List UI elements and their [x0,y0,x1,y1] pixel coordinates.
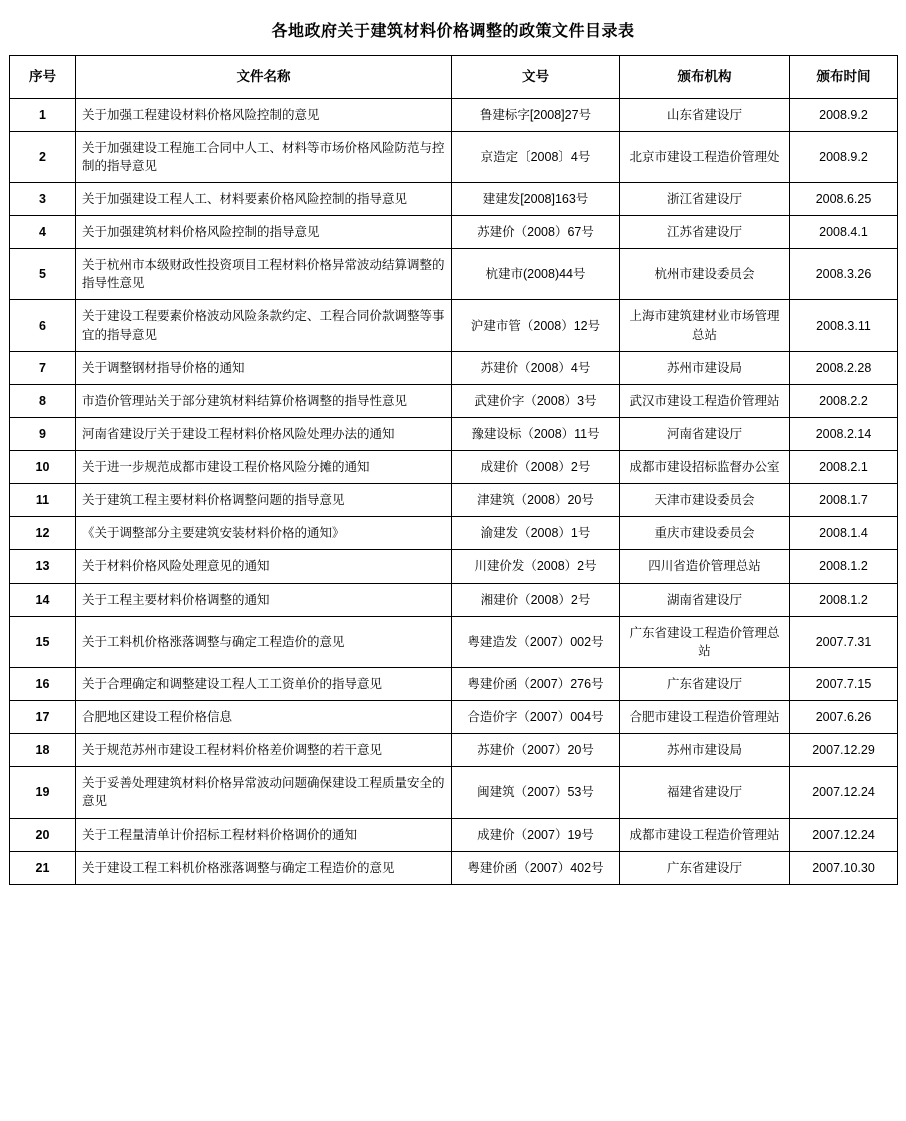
cell-no: 5 [10,249,76,300]
cell-issue-date: 2007.6.26 [790,701,898,734]
table-row [10,351,898,384]
page-title: 各地政府关于建筑材料价格调整的政策文件目录表 [271,23,635,40]
cell-no: 9 [10,417,76,450]
cell-document-number: 粤建造发（2007）002号 [452,616,620,667]
table-row [10,300,898,351]
cell-issuing-organization: 合肥市建设工程造价管理站 [620,701,790,734]
cell-issuing-organization: 河南省建设厅 [620,417,790,450]
cell-issue-date: 2007.12.29 [790,734,898,767]
cell-document-number: 沪建市管（2008）12号 [452,300,620,351]
table-row [10,517,898,550]
cell-issue-date: 2008.9.2 [790,131,898,182]
cell-issuing-organization: 浙江省建设厅 [620,182,790,215]
cell-document-number: 豫建设标（2008）11号 [452,417,620,450]
cell-issuing-organization: 苏州市建设局 [620,734,790,767]
policy-documents-table [9,55,898,885]
cell-issuing-organization: 广东省建设厅 [620,667,790,700]
cell-no: 14 [10,583,76,616]
table-row [10,583,898,616]
cell-document-number: 渝建发（2008）1号 [452,517,620,550]
cell-issue-date: 2008.2.1 [790,451,898,484]
cell-issue-date: 2008.1.2 [790,583,898,616]
table-row [10,550,898,583]
cell-document-name: 关于建设工程工料机价格涨落调整与确定工程造价的意见 [76,851,452,884]
cell-no: 4 [10,216,76,249]
table-header-row [10,56,898,99]
cell-document-name: 关于进一步规范成都市建设工程价格风险分摊的通知 [76,451,452,484]
cell-document-name: 关于工程量清单计价招标工程材料价格调价的通知 [76,818,452,851]
cell-no: 16 [10,667,76,700]
cell-no: 19 [10,767,76,818]
cell-issue-date: 2008.2.28 [790,351,898,384]
table-row [10,384,898,417]
cell-document-number: 苏建价（2007）20号 [452,734,620,767]
cell-no: 15 [10,616,76,667]
cell-document-number: 津建筑（2008）20号 [452,484,620,517]
cell-issuing-organization: 江苏省建设厅 [620,216,790,249]
table-row [10,182,898,215]
cell-document-name: 关于加强建设工程施工合同中人工、材料等市场价格风险防范与控制的指导意见 [76,131,452,182]
cell-issue-date: 2008.3.26 [790,249,898,300]
cell-issuing-organization: 重庆市建设委员会 [620,517,790,550]
column-header-org: 颁布机构 [620,56,790,99]
cell-document-number: 杭建市(2008)44号 [452,249,620,300]
cell-document-name: 关于建设工程要素价格波动风险条款约定、工程合同价款调整等事宜的指导意见 [76,300,452,351]
cell-issue-date: 2008.9.2 [790,98,898,131]
column-header-date: 颁布时间 [790,56,898,99]
cell-issue-date: 2007.12.24 [790,767,898,818]
table-row [10,734,898,767]
cell-issuing-organization: 武汉市建设工程造价管理站 [620,384,790,417]
cell-no: 6 [10,300,76,351]
cell-document-number: 成建价（2007）19号 [452,818,620,851]
cell-document-number: 粤建价函（2007）276号 [452,667,620,700]
cell-issuing-organization: 苏州市建设局 [620,351,790,384]
cell-document-name: 关于工程主要材料价格调整的通知 [76,583,452,616]
cell-document-number: 合造价字（2007）004号 [452,701,620,734]
cell-document-number: 苏建价（2008）67号 [452,216,620,249]
cell-issue-date: 2007.10.30 [790,851,898,884]
cell-document-number: 建建发[2008]163号 [452,182,620,215]
column-header-name: 文件名称 [76,56,452,99]
cell-no: 3 [10,182,76,215]
cell-issuing-organization: 山东省建设厅 [620,98,790,131]
cell-no: 10 [10,451,76,484]
table-body [10,98,898,884]
cell-issue-date: 2008.2.14 [790,417,898,450]
cell-document-name: 合肥地区建设工程价格信息 [76,701,452,734]
column-header-docno: 文号 [452,56,620,99]
table-row [10,216,898,249]
cell-document-name: 关于杭州市本级财政性投资项目工程材料价格异常波动结算调整的指导性意见 [76,249,452,300]
table-row [10,616,898,667]
cell-issue-date: 2008.4.1 [790,216,898,249]
cell-issuing-organization: 上海市建筑建材业市场管理总站 [620,300,790,351]
cell-issuing-organization: 湖南省建设厅 [620,583,790,616]
table-row [10,98,898,131]
cell-no: 18 [10,734,76,767]
cell-document-number: 苏建价（2008）4号 [452,351,620,384]
cell-document-number: 闽建筑（2007）53号 [452,767,620,818]
cell-document-name: 关于妥善处理建筑材料价格异常波动问题确保建设工程质量安全的意见 [76,767,452,818]
cell-no: 1 [10,98,76,131]
cell-document-number: 川建价发（2008）2号 [452,550,620,583]
table-row [10,484,898,517]
cell-issuing-organization: 福建省建设厅 [620,767,790,818]
cell-document-name: 关于合理确定和调整建设工程人工工资单价的指导意见 [76,667,452,700]
table-row [10,851,898,884]
cell-issuing-organization: 天津市建设委员会 [620,484,790,517]
cell-document-number: 湘建价（2008）2号 [452,583,620,616]
cell-document-name: 关于调整钢材指导价格的通知 [76,351,452,384]
cell-no: 8 [10,384,76,417]
cell-document-number: 粤建价函（2007）402号 [452,851,620,884]
cell-issue-date: 2008.2.2 [790,384,898,417]
cell-no: 20 [10,818,76,851]
cell-issue-date: 2007.7.31 [790,616,898,667]
cell-document-name: 《关于调整部分主要建筑安装材料价格的通知》 [76,517,452,550]
cell-issue-date: 2008.1.7 [790,484,898,517]
cell-issuing-organization: 广东省建设工程造价管理总站 [620,616,790,667]
cell-document-number: 京造定〔2008〕4号 [452,131,620,182]
table-header [10,56,898,99]
cell-no: 2 [10,131,76,182]
cell-no: 21 [10,851,76,884]
cell-issue-date: 2007.7.15 [790,667,898,700]
cell-issuing-organization: 四川省造价管理总站 [620,550,790,583]
cell-document-name: 市造价管理站关于部分建筑材料结算价格调整的指导性意见 [76,384,452,417]
cell-issue-date: 2008.1.2 [790,550,898,583]
cell-no: 17 [10,701,76,734]
cell-document-name: 关于材料价格风险处理意见的通知 [76,550,452,583]
cell-issue-date: 2007.12.24 [790,818,898,851]
cell-document-name: 关于建筑工程主要材料价格调整问题的指导意见 [76,484,452,517]
cell-issue-date: 2008.6.25 [790,182,898,215]
cell-issue-date: 2008.1.4 [790,517,898,550]
table-row [10,451,898,484]
cell-issuing-organization: 广东省建设厅 [620,851,790,884]
cell-issue-date: 2008.3.11 [790,300,898,351]
table-row [10,818,898,851]
cell-issuing-organization: 杭州市建设委员会 [620,249,790,300]
table-row [10,667,898,700]
cell-document-name: 关于加强建设工程人工、材料要素价格风险控制的指导意见 [76,182,452,215]
cell-document-name: 关于工料机价格涨落调整与确定工程造价的意见 [76,616,452,667]
table-row [10,767,898,818]
cell-document-number: 武建价字（2008）3号 [452,384,620,417]
cell-document-number: 鲁建标字[2008]27号 [452,98,620,131]
cell-no: 11 [10,484,76,517]
cell-issuing-organization: 北京市建设工程造价管理处 [620,131,790,182]
cell-document-name: 关于加强建筑材料价格风险控制的指导意见 [76,216,452,249]
cell-document-name: 关于规范苏州市建设工程材料价格差价调整的若干意见 [76,734,452,767]
table-row [10,249,898,300]
column-header-no: 序号 [10,56,76,99]
table-row [10,131,898,182]
cell-no: 13 [10,550,76,583]
cell-document-number: 成建价（2008）2号 [452,451,620,484]
cell-document-name: 关于加强工程建设材料价格风险控制的意见 [76,98,452,131]
cell-issuing-organization: 成都市建设工程造价管理站 [620,818,790,851]
table-row [10,701,898,734]
cell-issuing-organization: 成都市建设招标监督办公室 [620,451,790,484]
cell-no: 12 [10,517,76,550]
cell-no: 7 [10,351,76,384]
cell-document-name: 河南省建设厅关于建设工程材料价格风险处理办法的通知 [76,417,452,450]
table-row [10,417,898,450]
